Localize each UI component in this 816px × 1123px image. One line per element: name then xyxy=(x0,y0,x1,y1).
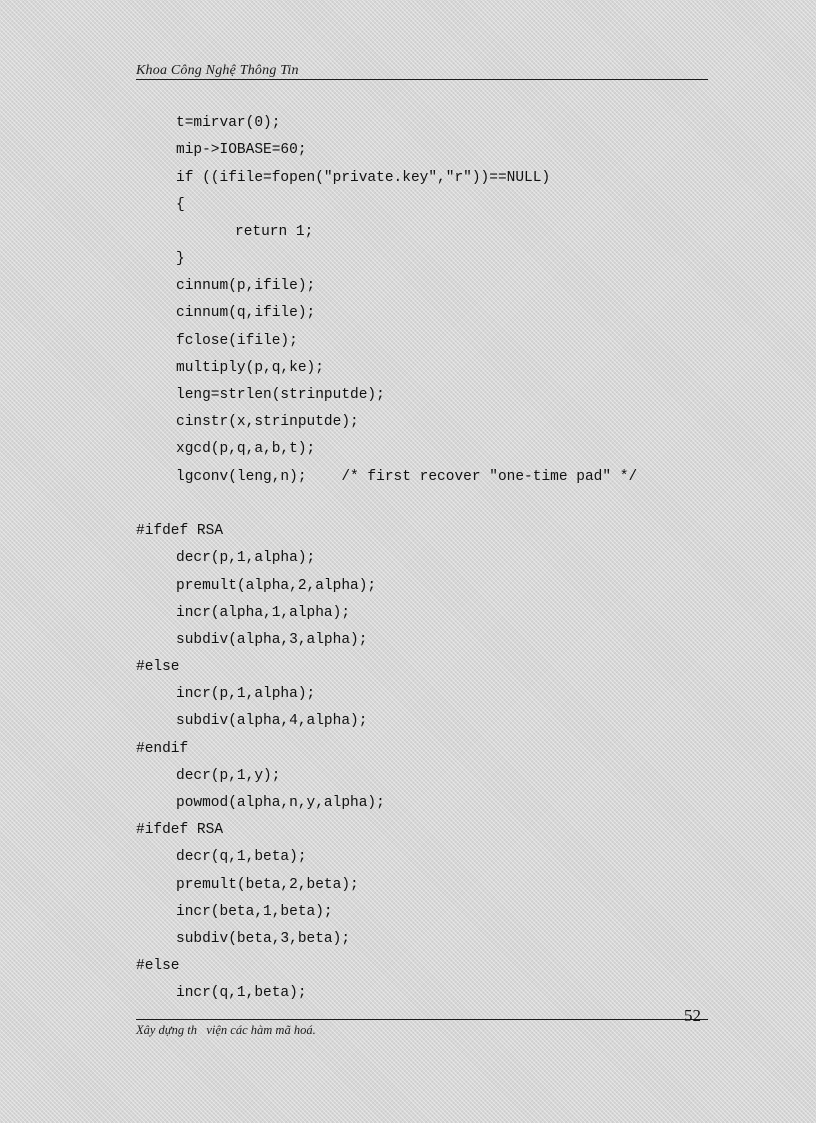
code-line: decr(q,1,beta); xyxy=(176,849,307,865)
code-line: #else xyxy=(136,958,180,974)
code-line: multiply(p,q,ke); xyxy=(176,360,324,376)
code-line: return 1; xyxy=(235,224,314,240)
code-line: { xyxy=(176,197,185,213)
code-line: incr(p,1,alpha); xyxy=(176,686,316,702)
code-line: #endif xyxy=(136,741,189,757)
footer-caption: Xây dựng th viện các hàm mã hoá. xyxy=(136,1023,316,1037)
page-header xyxy=(136,61,708,80)
code-line: incr(beta,1,beta); xyxy=(176,904,333,920)
code-line: cinnum(q,ifile); xyxy=(176,305,316,321)
code-line: #else xyxy=(136,659,180,675)
code-line: } xyxy=(176,251,185,267)
code-line: lgconv(leng,n); /* first recover "one-time pad" */ xyxy=(176,469,638,485)
code-line: cinnum(p,ifile); xyxy=(176,278,316,294)
code-line: mip->IOBASE=60; xyxy=(176,142,307,158)
code-line: incr(alpha,1,alpha); xyxy=(176,605,351,621)
code-line: subdiv(alpha,4,alpha); xyxy=(176,713,368,729)
code-line: powmod(alpha,n,y,alpha); xyxy=(176,795,385,811)
code-line: fclose(ifile); xyxy=(176,333,298,349)
code-line: xgcd(p,q,a,b,t); xyxy=(176,441,316,457)
code-line: cinstr(x,strinputde); xyxy=(176,414,359,430)
code-line: incr(q,1,beta); xyxy=(176,985,307,1001)
footer-divider xyxy=(136,1019,708,1020)
code-line: subdiv(alpha,3,alpha); xyxy=(176,632,368,648)
code-line: t=mirvar(0); xyxy=(176,115,281,131)
page-number: 52 xyxy=(684,1006,701,1025)
code-line: if ((ifile=fopen("private.key","r"))==NULL) xyxy=(176,170,551,186)
code-line: #ifdef RSA xyxy=(136,523,224,539)
code-line: premult(beta,2,beta); xyxy=(176,877,359,893)
code-line: premult(alpha,2,alpha); xyxy=(176,578,377,594)
code-line: #ifdef RSA xyxy=(136,822,224,838)
code-line: subdiv(beta,3,beta); xyxy=(176,931,351,947)
code-line: decr(p,1,y); xyxy=(176,768,281,784)
code-line: decr(p,1,alpha); xyxy=(176,550,316,566)
header-title: Khoa Công Nghệ Thông Tin xyxy=(136,63,299,78)
code-line: leng=strlen(strinputde); xyxy=(176,387,385,403)
